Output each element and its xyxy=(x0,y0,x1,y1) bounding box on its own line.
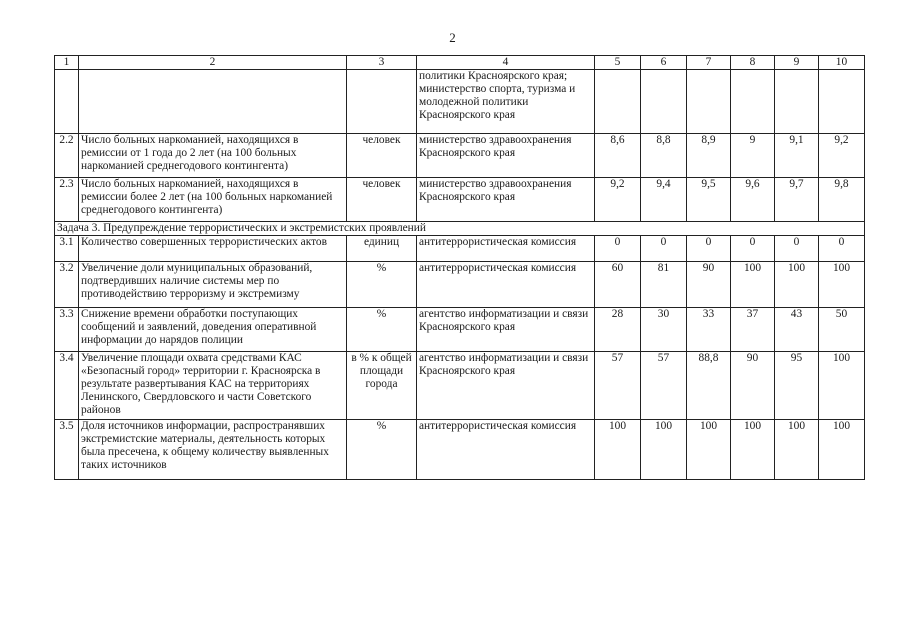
cell-value: 9,2 xyxy=(819,134,865,178)
cell-value: 0 xyxy=(687,236,731,262)
header-cell: 2 xyxy=(79,56,347,70)
cell-value: 81 xyxy=(641,262,687,308)
cell-executor: агентство информатизации и связи Красноярского края xyxy=(417,308,595,352)
cell-value: 8,8 xyxy=(641,134,687,178)
cell-num: 3.2 xyxy=(55,262,79,308)
header-row xyxy=(55,56,865,70)
cell-value: 100 xyxy=(595,420,641,480)
cell-value xyxy=(731,70,775,134)
cell-name: Увеличение доли муниципальных образований, подтвердивших наличие системы мер по противодействию терроризму и экстремизму xyxy=(79,262,347,308)
cell-name: Количество совершенных террористических актов xyxy=(79,236,347,262)
cell-value: 8,9 xyxy=(687,134,731,178)
cell-unit: человек xyxy=(347,134,417,178)
cell-value: 57 xyxy=(595,352,641,420)
cell-value: 9 xyxy=(731,134,775,178)
cell-value: 100 xyxy=(775,420,819,480)
cell-value: 9,2 xyxy=(595,178,641,222)
cell-value: 95 xyxy=(775,352,819,420)
cell-executor: антитеррористическая комиссия xyxy=(417,236,595,262)
cell-value: 50 xyxy=(819,308,865,352)
cell-value: 9,5 xyxy=(687,178,731,222)
cell-num: 3.4 xyxy=(55,352,79,420)
cell-value: 9,7 xyxy=(775,178,819,222)
cell-value xyxy=(687,70,731,134)
table-row xyxy=(55,236,865,262)
cell-value: 9,6 xyxy=(731,178,775,222)
cell-executor: антитеррористическая комиссия xyxy=(417,420,595,480)
cell-name: Доля источников информации, распространявших экстремистские материалы, деятельность которых была пресечена, к общему количеству выявленных таких источников xyxy=(79,420,347,480)
header-cell: 4 xyxy=(417,56,595,70)
cell-unit: в % к общей площади города xyxy=(347,352,417,420)
task-row xyxy=(55,222,865,236)
cell-value: 100 xyxy=(731,420,775,480)
cell-value: 100 xyxy=(819,262,865,308)
cell-value: 0 xyxy=(595,236,641,262)
cell-value: 9,1 xyxy=(775,134,819,178)
cell-value: 100 xyxy=(775,262,819,308)
cell-executor: министерство здравоохранения Красноярского края xyxy=(417,134,595,178)
header-cell: 8 xyxy=(731,56,775,70)
cell-value: 88,8 xyxy=(687,352,731,420)
header-cell: 9 xyxy=(775,56,819,70)
continuation-row xyxy=(55,70,865,134)
cell-value: 37 xyxy=(731,308,775,352)
cell-value: 0 xyxy=(641,236,687,262)
cell-num: 3.1 xyxy=(55,236,79,262)
table-row xyxy=(55,134,865,178)
cell-value: 100 xyxy=(819,352,865,420)
table-body xyxy=(55,56,865,480)
header-cell: 10 xyxy=(819,56,865,70)
cell-value: 57 xyxy=(641,352,687,420)
cell-value: 90 xyxy=(687,262,731,308)
cell-unit: % xyxy=(347,420,417,480)
cell-num: 3.3 xyxy=(55,308,79,352)
cell-value: 90 xyxy=(731,352,775,420)
header-cell: 6 xyxy=(641,56,687,70)
header-cell: 1 xyxy=(55,56,79,70)
table-row xyxy=(55,262,865,308)
cell-executor: агентство информатизации и связи Красноярского края xyxy=(417,352,595,420)
cell-executor: политики Красноярского края; министерство спорта, туризма и молодежной политики Красноярского края xyxy=(417,70,595,134)
cell-value: 100 xyxy=(819,420,865,480)
cell-executor: антитеррористическая комиссия xyxy=(417,262,595,308)
cell-value xyxy=(641,70,687,134)
cell-value: 100 xyxy=(641,420,687,480)
cell-unit: % xyxy=(347,262,417,308)
cell-unit: единиц xyxy=(347,236,417,262)
cell-value: 8,6 xyxy=(595,134,641,178)
cell-value: 43 xyxy=(775,308,819,352)
cell-name: Число больных наркоманией, находящихся в ремиссии от 1 года до 2 лет (на 100 больных наркоманией среднегодового контингента) xyxy=(79,134,347,178)
table-row xyxy=(55,308,865,352)
page-number: 2 xyxy=(449,30,456,45)
cell-value: 33 xyxy=(687,308,731,352)
cell-unit xyxy=(347,70,417,134)
cell-value xyxy=(819,70,865,134)
indicators-table xyxy=(54,55,865,480)
cell-name xyxy=(79,70,347,134)
cell-executor: министерство здравоохранения Красноярского края xyxy=(417,178,595,222)
cell-value: 30 xyxy=(641,308,687,352)
header-cell: 5 xyxy=(595,56,641,70)
cell-value: 9,8 xyxy=(819,178,865,222)
cell-value: 9,4 xyxy=(641,178,687,222)
cell-name: Число больных наркоманией, находящихся в ремиссии более 2 лет (на 100 больных наркоманией среднегодового контингента) xyxy=(79,178,347,222)
cell-name: Снижение времени обработки поступающих сообщений и заявлений, доведения оперативной информации до нарядов полиции xyxy=(79,308,347,352)
cell-value: 100 xyxy=(687,420,731,480)
cell-name: Увеличение площади охвата средствами КАС «Безопасный город» территории г. Красноярска в результате развертывания КАС на территориях Ленинского, Свердловского и части Советского районов xyxy=(79,352,347,420)
cell-num: 3.5 xyxy=(55,420,79,480)
cell-unit: человек xyxy=(347,178,417,222)
header-cell: 3 xyxy=(347,56,417,70)
table-row xyxy=(55,420,865,480)
cell-value: 100 xyxy=(731,262,775,308)
cell-value: 0 xyxy=(819,236,865,262)
cell-num: 2.3 xyxy=(55,178,79,222)
cell-value xyxy=(595,70,641,134)
table-row xyxy=(55,352,865,420)
task-heading: Задача 3. Предупреждение террористических и экстремистских проявлений xyxy=(55,222,865,236)
header-cell: 7 xyxy=(687,56,731,70)
cell-value: 0 xyxy=(731,236,775,262)
cell-value xyxy=(775,70,819,134)
table-row xyxy=(55,178,865,222)
cell-num xyxy=(55,70,79,134)
cell-value: 28 xyxy=(595,308,641,352)
cell-value: 0 xyxy=(775,236,819,262)
cell-num: 2.2 xyxy=(55,134,79,178)
cell-value: 60 xyxy=(595,262,641,308)
cell-unit: % xyxy=(347,308,417,352)
